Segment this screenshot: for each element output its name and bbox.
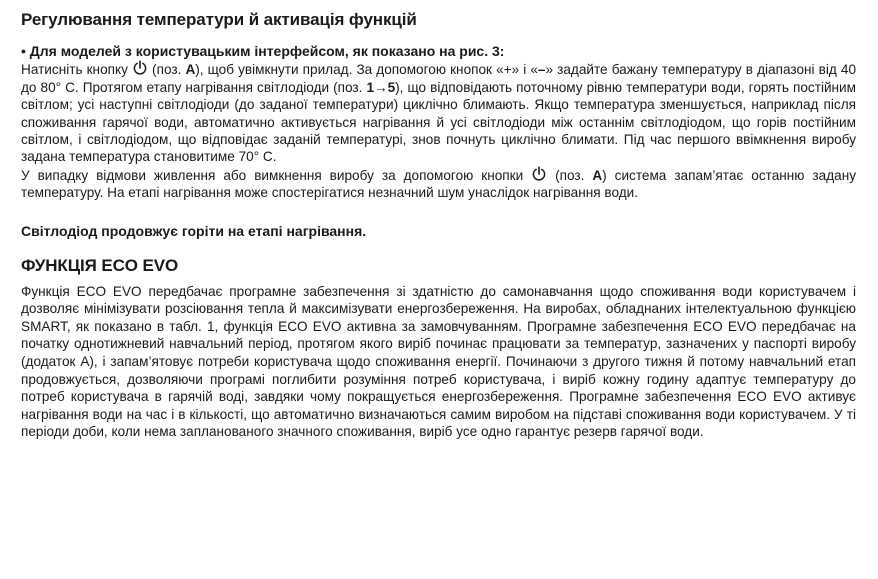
led-range-label: 1→5 xyxy=(366,79,396,95)
text-memory-note: ) система запам’ятає останню задану температуру. На етапі нагрівання може спостерігатися незначний шум унаслідок нагрівання води. xyxy=(21,167,857,201)
text-pos-prefix: (поз. xyxy=(147,62,186,78)
text-power-failure: У випадку відмови живлення або вимкнення виробу за допомогою кнопки xyxy=(21,167,532,183)
text-led-behaviour: ), що відповідають поточному рівню температури води, горять постійним світлом; усі наступні світлодіоди (до заданої температури) циклічно блимають. Якщо температура зменшується, наприклад після споживання гарячої води, автоматично активується нагрівання й усі світлодіоди між останнім світлодіодом, що горів постійним світлом, і світлодіодом, що відповідає заданій температурі, знов почнуть циклічно блимати. Під час першого ввімкнення виробу задана температура становитиме 70° C. xyxy=(21,79,856,165)
text-pos-prefix: (поз. xyxy=(547,167,593,183)
minus-sign: – xyxy=(537,62,546,78)
section-title-eco-evo: ФУНКЦІЯ ECO EVO xyxy=(21,255,179,275)
text-buttons-plus: ), щоб увімкнути прилад. За допомогою кнопок «+» і « xyxy=(195,62,538,78)
power-icon xyxy=(532,166,546,182)
section-title-temperature: Регулювання температури й активація функцій xyxy=(21,10,417,29)
models-subheading: • Для моделей з користувацьким інтерфейсом, як показано на рис. 3: xyxy=(21,43,505,59)
power-icon xyxy=(133,60,147,76)
led-note: Світлодіод продовжує горіти на етапі нагрівання. xyxy=(21,222,367,239)
section-eco-evo xyxy=(21,255,856,441)
position-a-label: A xyxy=(185,62,196,78)
paragraph-power-on xyxy=(21,60,856,165)
position-a-label: A xyxy=(592,167,603,183)
paragraph-power-failure xyxy=(21,166,856,202)
text-press-button: Натисніть кнопку xyxy=(21,62,132,78)
paragraph-eco-evo: Функція ECO EVO передбачає програмне забезпечення зі здатністю до самонавчання щодо споживання води користувачем і дозволяє мінімізувати розсіювання тепла й максимізувати енергозбереження. На виробах, обладнаних інтелектуальною функцією SMART, як показано в табл. 1, функція ECO EVO активна за замовчуванням. Програмне забезпечення ECO EVO передбачає на початку однотижневий навчальний період, протягом якого виріб починає працювати за температур, зазначених у паспорті виробу (додаток А), і запам’ятовує потреби користувача щодо споживання енергії. Починаючи з другого тижня й потому навчальний етап продовжується, дозволяючи програмі поглибити розуміння потреб користувача, і виріб кожну годину адаптує температуру до потреб користувача в гарячій воді, завдяки чому покращується енергозбереження. Програмне забезпечення ECO EVO активує нагрівання води на час і в кількості, що автоматично визначаються самим виробом на підставі споживання води користувачем. У ті періоди доби, коли нема запланованого значного споживання, виріб усе одно гарантує резерв гарячої води. xyxy=(21,283,856,440)
text-temperature-range: » задайте бажану температуру в діапазоні від 40 до 80° C. Протягом етапу нагрівання світлодіоди (поз. xyxy=(21,62,857,95)
